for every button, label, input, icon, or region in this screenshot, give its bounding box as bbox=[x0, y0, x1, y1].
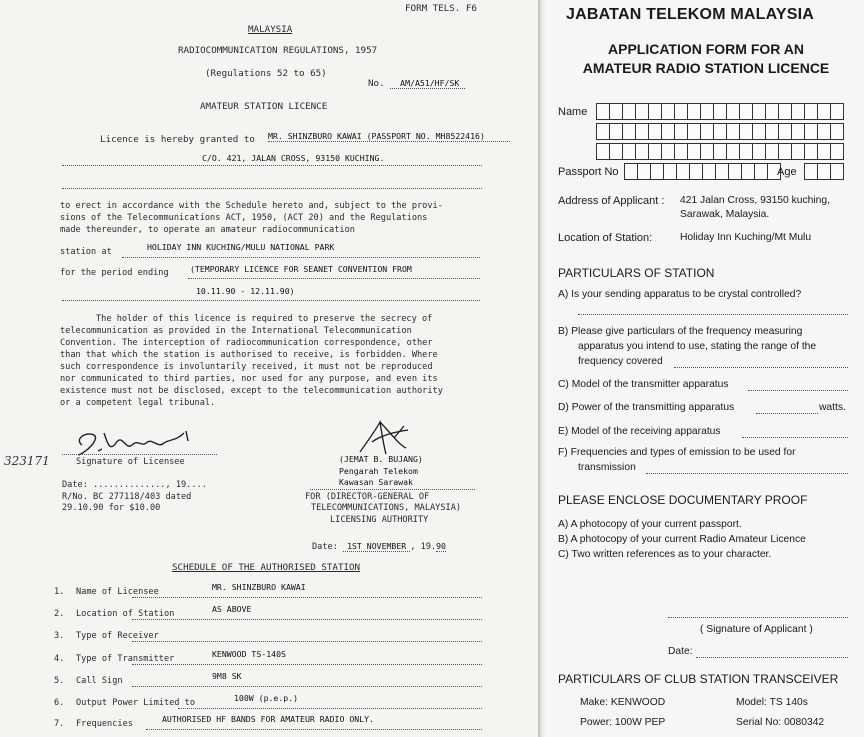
para2-line4: than that which the station is authorised to receive, is forbidden. Where bbox=[60, 350, 438, 360]
entry-box[interactable] bbox=[674, 103, 688, 120]
entry-box[interactable] bbox=[687, 103, 701, 120]
entry-box[interactable] bbox=[804, 123, 818, 140]
schedule-row-value: KENWOOD TS-140S bbox=[212, 649, 286, 659]
para2-line8: or a competent legal tribunal. bbox=[60, 398, 216, 408]
entry-box[interactable] bbox=[830, 123, 844, 140]
entry-box[interactable] bbox=[804, 143, 818, 160]
for-dg-line1: FOR (DIRECTOR-GENERAL OF bbox=[305, 492, 430, 502]
schedule-row-label: Output Power Limited to bbox=[76, 698, 195, 708]
schedule-row-line bbox=[132, 663, 482, 665]
date-left: Date: .............., 19.... bbox=[62, 480, 207, 490]
entry-box[interactable] bbox=[609, 123, 623, 140]
entry-box[interactable] bbox=[687, 143, 701, 160]
entry-box[interactable] bbox=[624, 163, 638, 180]
for-dg-line3: LICENSING AUTHORITY bbox=[330, 515, 429, 525]
answer-c-line[interactable] bbox=[748, 389, 848, 391]
schedule-row-label: Call Sign bbox=[76, 676, 123, 686]
document-title: AMATEUR STATION LICENCE bbox=[200, 101, 328, 112]
entry-box[interactable] bbox=[804, 103, 818, 120]
station-label: station at bbox=[60, 247, 112, 257]
schedule-row-number: 7. bbox=[54, 719, 65, 729]
schedule-row-value: AUTHORISED HF BANDS FOR AMATEUR RADIO ONLY. bbox=[162, 714, 374, 724]
period-value-1: (TEMPORARY LICENCE FOR SEANET CONVENTION FROM bbox=[190, 264, 412, 274]
entry-box[interactable] bbox=[702, 163, 716, 180]
question-d: D) Power of the transmitting apparatus bbox=[558, 402, 735, 413]
para2-line5: such correspondence is involuntarily received, it must not be reproduced bbox=[60, 362, 433, 372]
entry-box[interactable] bbox=[661, 143, 675, 160]
entry-box[interactable] bbox=[648, 103, 662, 120]
applicant-signature-line[interactable] bbox=[668, 616, 848, 618]
passport-boxes[interactable] bbox=[624, 163, 780, 180]
entry-box[interactable] bbox=[661, 123, 675, 140]
period-value-2: 10.11.90 - 12.11.90) bbox=[196, 286, 295, 296]
licence-number-value: AM/A51/HF/SK bbox=[390, 78, 465, 89]
para1-line1: to erect in accordance with the Schedule hereto and, subject to the provi- bbox=[60, 201, 443, 211]
para1-line2: sions of the Telecommunications ACT, 1950, (ACT 20) and the Regulations bbox=[60, 213, 428, 223]
entry-box[interactable] bbox=[765, 143, 779, 160]
schedule-row-label: Type of Transmitter bbox=[76, 654, 175, 664]
granted-label: Licence is hereby granted to bbox=[100, 134, 255, 145]
schedule-row-number: 5. bbox=[54, 676, 65, 686]
schedule-row-line bbox=[132, 685, 482, 687]
period-line bbox=[188, 277, 480, 279]
entry-box[interactable] bbox=[648, 143, 662, 160]
entry-box[interactable] bbox=[637, 163, 651, 180]
para2-line3: Convention. The interception of radiocommunication correspondence, other bbox=[60, 338, 433, 348]
regulations-title: RADIOCOMMUNICATION REGULATIONS, 1957 bbox=[178, 45, 378, 56]
particulars-heading: PARTICULARS OF STATION bbox=[558, 266, 715, 280]
entry-box[interactable] bbox=[778, 143, 792, 160]
name-boxes-row2[interactable] bbox=[596, 123, 843, 140]
entry-box[interactable] bbox=[752, 143, 766, 160]
blank-line bbox=[62, 187, 482, 189]
entry-box[interactable] bbox=[676, 163, 690, 180]
schedule-row-number: 3. bbox=[54, 631, 65, 641]
entry-box[interactable] bbox=[778, 103, 792, 120]
schedule-row-value: 100W (p.e.p.) bbox=[234, 693, 299, 703]
question-d-unit: watts. bbox=[819, 402, 846, 413]
entry-box[interactable] bbox=[752, 123, 766, 140]
granted-to-value: MR. SHINZBURO KAWAI (PASSPORT NO. MH8522416) bbox=[268, 131, 510, 142]
station-value: HOLIDAY INN KUCHING/MULU NATIONAL PARK bbox=[147, 242, 335, 252]
entry-box[interactable] bbox=[728, 163, 742, 180]
schedule-row-label: Name of Licensee bbox=[76, 587, 159, 597]
club-serial: Serial No: 0080342 bbox=[736, 717, 825, 728]
address-value: C/O. 421, JALAN CROSS, 93150 KUCHING. bbox=[202, 153, 385, 163]
entry-box[interactable] bbox=[609, 103, 623, 120]
entry-box[interactable] bbox=[778, 123, 792, 140]
licensee-signature-label: Signature of Licensee bbox=[76, 457, 185, 467]
entry-box[interactable] bbox=[700, 143, 714, 160]
question-b-line3: frequency covered bbox=[578, 356, 663, 367]
location-value: Holiday Inn Kuching/Mt Mulu bbox=[680, 232, 812, 243]
entry-box[interactable] bbox=[830, 163, 844, 180]
entry-box[interactable] bbox=[715, 163, 729, 180]
question-a: A) Is your sending apparatus to be crystal controlled? bbox=[558, 289, 802, 300]
application-form bbox=[548, 0, 864, 737]
question-b-line1: B) Please give particulars of the frequency measuring bbox=[558, 326, 803, 337]
schedule-row-line bbox=[132, 596, 482, 598]
entry-box[interactable] bbox=[817, 163, 831, 180]
official-signature-line bbox=[310, 488, 475, 490]
date-label: Date: bbox=[668, 646, 693, 657]
para2-line2: telecommunication as provided in the International Telecommunication bbox=[60, 326, 412, 336]
schedule-row-number: 2. bbox=[54, 609, 65, 619]
address-line bbox=[62, 164, 482, 166]
answer-a-line[interactable] bbox=[578, 313, 848, 315]
entry-box[interactable] bbox=[622, 143, 636, 160]
entry-box[interactable] bbox=[713, 103, 727, 120]
entry-box[interactable] bbox=[596, 143, 610, 160]
schedule-row-value: 9M8 SK bbox=[212, 671, 242, 681]
entry-box[interactable] bbox=[804, 163, 818, 180]
club-heading: PARTICULARS OF CLUB STATION TRANSCEIVER bbox=[558, 672, 839, 686]
schedule-row-label: Frequencies bbox=[76, 719, 133, 729]
schedule-row-value: AS ABOVE bbox=[212, 604, 252, 614]
passport-label: Passport No bbox=[558, 166, 619, 178]
name-boxes-row3[interactable] bbox=[596, 143, 843, 160]
entry-box[interactable] bbox=[596, 123, 610, 140]
entry-box[interactable] bbox=[726, 123, 740, 140]
para2-line7: existence must not be disclosed, except to the telecommunication authority bbox=[60, 386, 443, 396]
entry-box[interactable] bbox=[674, 143, 688, 160]
para1-line3: made thereunder, to operate an amateur radiocommunication bbox=[60, 225, 355, 235]
question-f-line2: transmission bbox=[578, 462, 636, 473]
age-label: Age bbox=[777, 166, 797, 178]
entry-box[interactable] bbox=[650, 163, 664, 180]
question-e: E) Model of the receiving apparatus bbox=[558, 426, 721, 437]
address-line2: Sarawak, Malaysia. bbox=[680, 209, 770, 220]
date-line[interactable] bbox=[696, 656, 848, 658]
entry-box[interactable] bbox=[661, 103, 675, 120]
name-boxes-row1[interactable] bbox=[596, 103, 843, 120]
answer-f-line[interactable] bbox=[646, 472, 848, 474]
date-right-year: 90 bbox=[436, 541, 446, 551]
schedule-title: SCHEDULE OF THE AUTHORISED STATION bbox=[172, 562, 361, 573]
address-label: Address of Applicant : bbox=[558, 195, 665, 207]
margin-note: 323171 bbox=[4, 454, 50, 468]
entry-box[interactable] bbox=[741, 163, 755, 180]
entry-box[interactable] bbox=[791, 103, 805, 120]
date-right-value: 1ST NOVEMBER bbox=[343, 541, 410, 552]
entry-box[interactable] bbox=[713, 123, 727, 140]
entry-box[interactable] bbox=[726, 103, 740, 120]
question-c: C) Model of the transmitter apparatus bbox=[558, 379, 729, 390]
licensee-signature-line bbox=[62, 453, 217, 455]
for-dg-line2: TELECOMMUNICATIONS, MALAYSIA) bbox=[311, 503, 462, 513]
age-boxes[interactable] bbox=[804, 163, 843, 180]
period-line-2 bbox=[62, 299, 480, 301]
entry-box[interactable] bbox=[817, 103, 831, 120]
entry-box[interactable] bbox=[791, 123, 805, 140]
official-signature-icon bbox=[350, 418, 420, 458]
entry-box[interactable] bbox=[635, 123, 649, 140]
entry-box[interactable] bbox=[700, 103, 714, 120]
form-title: APPLICATION FORM FOR AN AMATEUR RADIO STATION LICENCE bbox=[582, 41, 830, 76]
schedule-row-number: 6. bbox=[54, 698, 65, 708]
answer-b-line[interactable] bbox=[674, 366, 848, 368]
entry-box[interactable] bbox=[596, 103, 610, 120]
entry-box[interactable] bbox=[622, 123, 636, 140]
schedule-row-line bbox=[132, 640, 482, 642]
receipt-date: 29.10.90 for $10.00 bbox=[62, 503, 161, 513]
answer-d-line[interactable] bbox=[756, 412, 818, 414]
official-name: (JEMAT B. BUJANG) bbox=[339, 454, 423, 464]
entry-box[interactable] bbox=[635, 103, 649, 120]
schedule-row-line bbox=[178, 707, 482, 709]
answer-e-line[interactable] bbox=[742, 436, 848, 438]
club-model: Model: TS 140s bbox=[736, 697, 808, 708]
entry-box[interactable] bbox=[830, 103, 844, 120]
entry-box[interactable] bbox=[635, 143, 649, 160]
schedule-row-number: 1. bbox=[54, 587, 65, 597]
club-power: Power: 100W PEP bbox=[580, 717, 666, 728]
period-label: for the period ending bbox=[60, 268, 169, 278]
schedule-row-number: 4. bbox=[54, 654, 65, 664]
enclose-c: C) Two written references as to your character. bbox=[558, 549, 772, 560]
licence-number: No. AM/A51/HF/SK bbox=[368, 78, 465, 89]
schedule-row-line bbox=[146, 728, 482, 730]
applicant-signature-label: ( Signature of Applicant ) bbox=[700, 624, 813, 635]
entry-box[interactable] bbox=[830, 143, 844, 160]
entry-box[interactable] bbox=[674, 123, 688, 140]
station-line bbox=[122, 256, 480, 258]
entry-box[interactable] bbox=[765, 103, 779, 120]
para2-line1: The holder of this licence is required to preserve the secrecy of bbox=[96, 314, 433, 324]
location-label: Location of Station: bbox=[558, 232, 653, 244]
entry-box[interactable] bbox=[765, 123, 779, 140]
entry-box[interactable] bbox=[687, 123, 701, 140]
country-heading: MALAYSIA bbox=[248, 24, 293, 35]
entry-box[interactable] bbox=[739, 123, 753, 140]
receipt-number: R/No. BC 277118/403 dated bbox=[62, 492, 192, 502]
entry-box[interactable] bbox=[739, 143, 753, 160]
address-line1: 421 Jalan Cross, 93150 kuching, bbox=[680, 195, 830, 206]
entry-box[interactable] bbox=[713, 143, 727, 160]
entry-box[interactable] bbox=[739, 103, 753, 120]
entry-box[interactable] bbox=[700, 123, 714, 140]
entry-box[interactable] bbox=[791, 143, 805, 160]
enclose-heading: PLEASE ENCLOSE DOCUMENTARY PROOF bbox=[558, 493, 808, 507]
entry-box[interactable] bbox=[689, 163, 703, 180]
entry-box[interactable] bbox=[663, 163, 677, 180]
para2-line6: nor communicated to third parties, nor used for any purpose, and even its bbox=[60, 374, 438, 384]
schedule-row-label: Type of Receiver bbox=[76, 631, 159, 641]
entry-box[interactable] bbox=[622, 103, 636, 120]
page-divider bbox=[538, 0, 548, 737]
entry-box[interactable] bbox=[752, 103, 766, 120]
club-make: Make: KENWOOD bbox=[580, 697, 666, 708]
question-f-line1: F) Frequencies and types of emission to be used for bbox=[558, 447, 796, 458]
entry-box[interactable] bbox=[648, 123, 662, 140]
enclose-b: B) A photocopy of your current Radio Amateur Licence bbox=[558, 534, 806, 545]
name-label: Name bbox=[558, 106, 588, 118]
schedule-row-line bbox=[132, 618, 482, 620]
entry-box[interactable] bbox=[817, 123, 831, 140]
org-title: JABATAN TELEKOM MALAYSIA bbox=[566, 6, 815, 23]
date-right: Date: 1ST NOVEMBER , 19.90 bbox=[312, 541, 446, 552]
regulations-subtitle: (Regulations 52 to 65) bbox=[205, 68, 327, 79]
entry-box[interactable] bbox=[754, 163, 768, 180]
schedule-row-label: Location of Station bbox=[76, 609, 175, 619]
entry-box[interactable] bbox=[609, 143, 623, 160]
official-title-2: Kawasan Sarawak bbox=[339, 477, 413, 487]
schedule-row-value: MR. SHINZBURO KAWAI bbox=[212, 582, 306, 592]
form-reference: FORM TELS. F6 bbox=[405, 3, 477, 14]
question-b-line2: apparatus you intend to use, stating the range of the bbox=[578, 341, 817, 352]
official-title-1: Pengarah Telekom bbox=[339, 466, 418, 476]
enclose-a: A) A photocopy of your current passport. bbox=[558, 519, 742, 530]
entry-box[interactable] bbox=[726, 143, 740, 160]
entry-box[interactable] bbox=[817, 143, 831, 160]
